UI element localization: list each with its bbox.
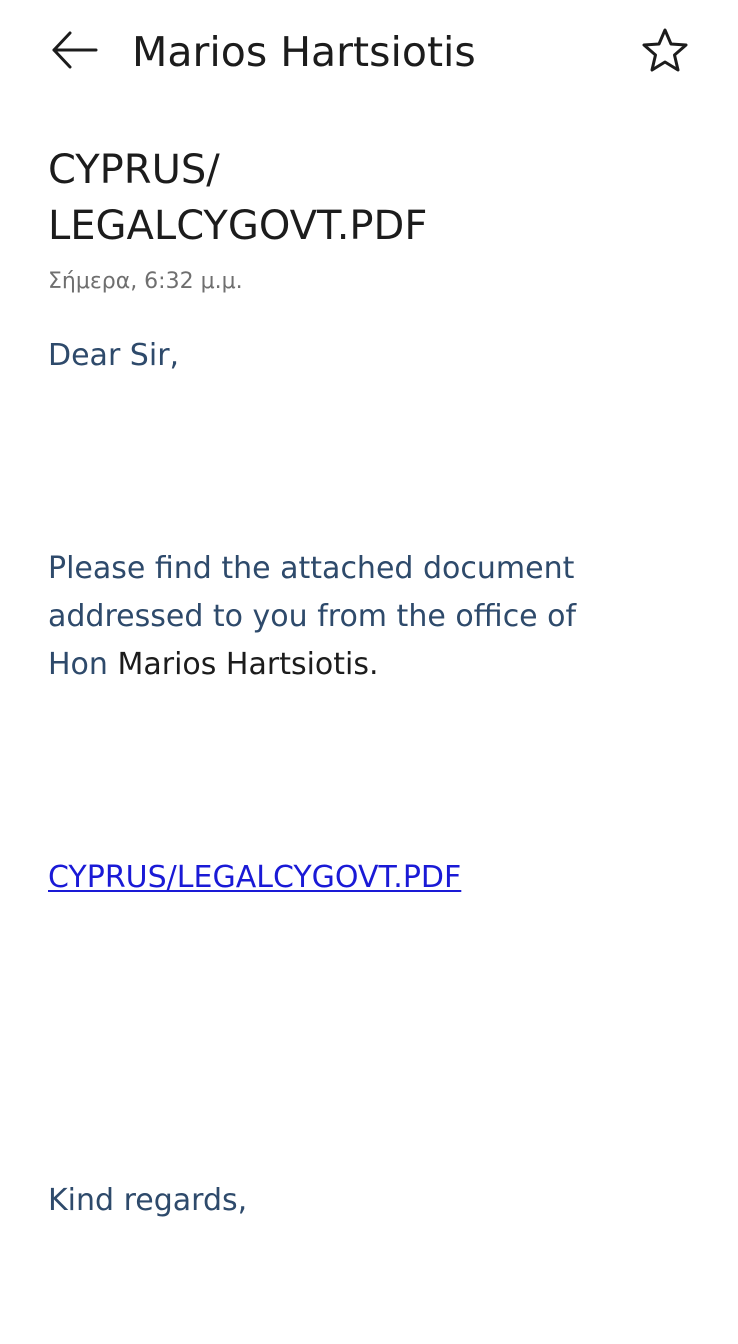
attachment-link[interactable]: CYPRUS/LEGALCYGOVT.PDF — [48, 860, 462, 895]
paragraph-line-2: addressed to you from the office of — [48, 599, 577, 634]
paragraph-line-3-prefix: Hon — [48, 647, 118, 682]
star-button[interactable] — [636, 22, 694, 80]
arrow-left-icon — [44, 20, 104, 80]
subject-line-2: LEGALCYGOVT.PDF — [48, 203, 428, 249]
office-holder-name: Marios Hartsiotis — [117, 647, 370, 682]
paragraph-line-1: Please find the attached document — [48, 551, 575, 586]
star-outline-icon — [636, 22, 694, 80]
paragraph-line-3 — [48, 641, 698, 689]
email-subject — [48, 142, 688, 254]
app-bar — [0, 0, 738, 110]
back-button[interactable] — [44, 20, 104, 80]
sender-name: Marios Hartsiotis — [132, 28, 476, 76]
paragraph-line-3-suffix: . — [369, 647, 379, 682]
subject-line-1: CYPRUS/ — [48, 147, 220, 193]
timestamp: Σήμερα, 6:32 μ.μ. — [48, 269, 243, 294]
signoff: Kind regards, — [48, 1183, 248, 1218]
body-paragraph — [48, 545, 698, 689]
greeting: Dear Sir, — [48, 338, 180, 373]
